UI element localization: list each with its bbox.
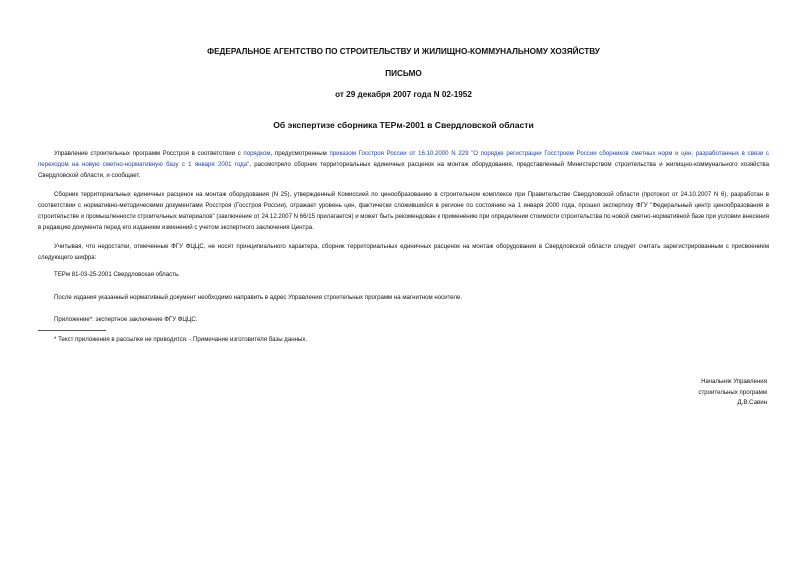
- order-procedure-link[interactable]: порядком: [243, 150, 271, 157]
- p1-text-part3: , рассмотрело сборник территориальных единичных расценок на монтаж оборудования, представленный Министерством строительства и жилищно-коммунального хозяйства Свердловской области, и сообщает.: [38, 161, 769, 179]
- document-type-heading: ПИСЬМО: [385, 69, 422, 78]
- signature-position-line2: строительных программ: [698, 389, 767, 396]
- signature-position-line1: Начальник Управления: [701, 378, 767, 385]
- footnote-text: * Текст приложения в рассылке не приводится. - Примечание изготовителя базы данных.: [54, 336, 308, 343]
- body-paragraph-5: После издания указанный нормативный документ необходимо направить в адрес Управления строительных программ на магнитном носителе.: [54, 294, 463, 301]
- gosstroy-order-link[interactable]: приказом Госстроя России от 16.10.2000 N 229 "О порядке регистрации Госстроем России сборников сметных норм и цен, разработанных в связи с переходом на новую сметно-нормативную базу с 1 января 2001 года": [38, 150, 769, 168]
- registration-code-paragraph: ТЕРм 81-03-25-2001 Свердловская область.: [54, 271, 180, 278]
- signatory-name: Д.В.Савин: [737, 399, 767, 406]
- attachment-paragraph: Приложение*: экспертное заключение ФГУ ФЦЦС.: [54, 316, 198, 323]
- p1-text-part2: , предусмотренным: [270, 150, 330, 157]
- body-paragraph-1: [38, 148, 769, 181]
- body-paragraph-2: Сборник территориальных единичных расценок на монтаж оборудования (N 25), утвержденный Комиссией по ценообразованию в строительном комплексе при Правительстве Свердловской области (протокол от 24.10.2007 N 6), разработан в соответствии с нормативно-методическими документами Росстроя (Госстроя России), отражает уровень цен, фактически сложившийся в регионе по состоянию на 1 января 2000 года, прошел экспертизу ФГУ "Федеральный центр ценообразования в строительстве и промышленности строительных материалов" (заключение от 24.12.2007 N 66/15 прилагается) и может быть рекомендован к применению при определении стоимости строительства по новой сметно-нормативной базе при условии внесения в редакцию документа перед его изданием изменений с учетом экспертного заключения Центра.: [38, 191, 769, 231]
- footnote-divider: [38, 330, 106, 331]
- p1-text-part1: Управление строительных программ Росстроя в соответствии с: [54, 150, 244, 157]
- issuing-agency-heading: ФЕДЕРАЛЬНОЕ АГЕНТСТВО ПО СТРОИТЕЛЬСТВУ И ЖИЛИЩНО-КОММУНАЛЬНОМУ ХОЗЯЙСТВУ: [207, 47, 600, 56]
- body-paragraph-3: Учитывая, что недостатки, отмеченные ФГУ ФЦЦС, не носят принципиального характера, сборник территориальных единичных расценок на монтаж оборудования в Свердловской области следует считать зарегистрированным с присвоением следующего шифра:: [38, 243, 769, 261]
- document-subject-title: Об экспертизе сборника ТЕРм-2001 в Свердловской области: [273, 120, 534, 130]
- document-date-number: от 29 декабря 2007 года N 02-1952: [335, 90, 472, 99]
